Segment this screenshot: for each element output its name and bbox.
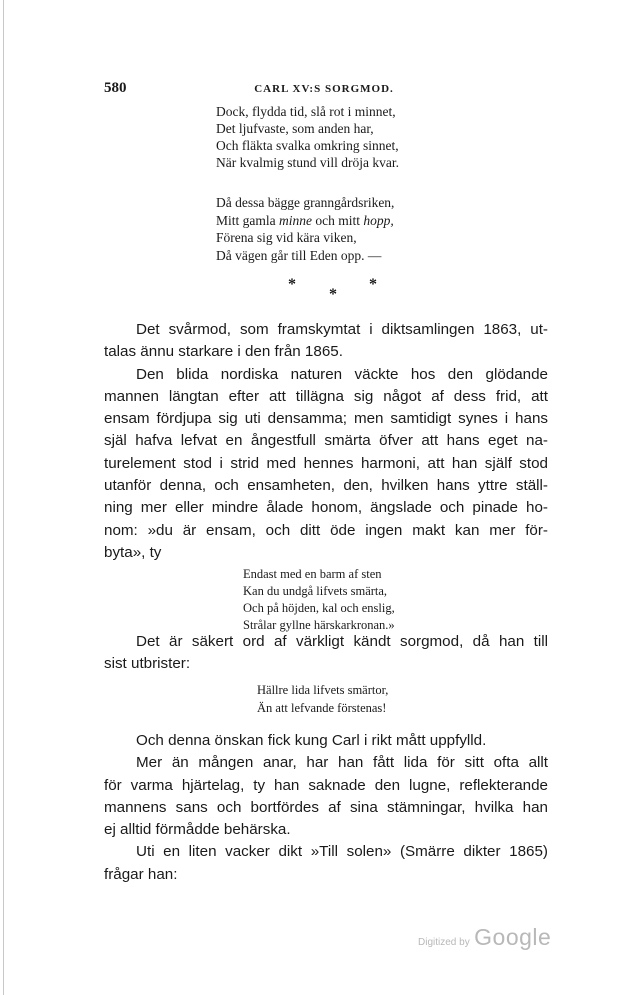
- poem-line: Hällre lida lifvets smärtor,: [257, 683, 389, 697]
- poem-line: Då dessa bägge granngårdsriken,: [216, 195, 395, 210]
- prose-block-2: [104, 631, 548, 676]
- emphasis-minne: minne: [279, 212, 312, 228]
- prose-block-3: [104, 730, 548, 886]
- poem-line: Dock, flydda tid, slå rot i minnet,: [216, 104, 396, 119]
- poem-stanza-1: [216, 103, 399, 171]
- poem-quote-2: [257, 682, 388, 717]
- page-number: 580: [104, 80, 127, 96]
- paragraph-2-line: turelement stod i strid med hennes harmoni, att han själf stod: [104, 454, 548, 472]
- asterisk: *: [329, 286, 337, 303]
- poem-stanza-2: [216, 194, 394, 264]
- paragraph-5-line: mannens sans och bortfördes af sina stämningar, hvilka han: [104, 798, 548, 816]
- poem-line: Än att lefvande förstenas!: [257, 700, 387, 715]
- running-head: CARL XV:S SORGMOD.: [254, 83, 394, 95]
- poem-line: [216, 212, 394, 230]
- poem-line: När kvalmig stund vill dröja kvar.: [216, 155, 399, 170]
- paragraph-2-line: mannen längtan efter att tillägna sig något af dess frid, att: [104, 387, 548, 405]
- asterisk: *: [288, 276, 296, 293]
- section-asterism: [0, 276, 624, 316]
- paragraph-4-line: Och denna önskan fick kung Carl i rikt mått uppfylld.: [136, 732, 487, 749]
- page-edge-rule: [3, 0, 4, 995]
- poem-text: Mitt gamla: [216, 212, 279, 228]
- poem-quote-1: [243, 566, 395, 634]
- google-logo: Google: [474, 924, 552, 950]
- paragraph-1-line: talas ännu starkare i den från 1865.: [104, 343, 343, 361]
- paragraph-5-line: ej alltid förmådde behärska.: [104, 821, 291, 839]
- digitized-watermark: [418, 924, 551, 951]
- paragraph-2-line: ensam fördjupa sig uti densamma; men samtidigt synes i hans: [104, 410, 548, 428]
- paragraph-2-line: Den blida nordiska naturen väckte hos den glödande: [136, 365, 548, 383]
- poem-line: Då vägen går till Eden opp. —: [216, 247, 382, 263]
- paragraph-1-line: Det svårmod, som framskymtat i diktsamlingen 1863, ut-: [136, 321, 548, 338]
- paragraph-6-line: Uti en liten vacker dikt »Till solen» (Smärre dikter 1865): [136, 843, 548, 861]
- poem-line: Förena sig vid kära viken,: [216, 230, 357, 245]
- poem-line: Kan du undgå lifvets smärta,: [243, 584, 388, 598]
- paragraph-2-line: utanför denna, och ensamheten, den, hvilken hans yttre ställ-: [104, 477, 548, 495]
- poem-line: Endast med en barm af sten: [243, 567, 382, 581]
- poem-line: Och på höjden, kal och enslig,: [243, 601, 395, 615]
- paragraph-6-line: frågar han:: [104, 865, 178, 883]
- paragraph-2-line: nom: »du är ensam, och ditt öde ingen makt kan mer för-: [104, 521, 548, 539]
- watermark-prefix: Digitized by: [418, 937, 470, 948]
- poem-line: Strålar gyllne härskarkronan.»: [243, 618, 395, 632]
- asterisk: *: [369, 276, 377, 293]
- poem-text: och mitt: [312, 212, 364, 228]
- poem-line: Det ljufvaste, som anden har,: [216, 121, 374, 136]
- paragraph-2-line: själ hafva lefvat en ångestfull smärta öfver att hans eget na-: [104, 432, 548, 450]
- paragraph-3-line: sist utbrister:: [104, 655, 191, 673]
- paragraph-5-line: för varma hjärtelag, ty han saknade den lugne, reflekterande: [104, 776, 548, 794]
- paragraph-2-line: byta», ty: [104, 543, 162, 561]
- paragraph-5-line: Mer än mången anar, har han fått lida för sitt ofta allt: [136, 754, 548, 772]
- poem-line: Och fläkta svalka omkring sinnet,: [216, 138, 399, 153]
- prose-block-1: [104, 319, 548, 564]
- page-header: [104, 80, 544, 100]
- paragraph-2-line: ning mer eller mindre ålade honom, ängslade och pinade ho-: [104, 499, 548, 517]
- paragraph-3-line: Det är säkert ord af värkligt kändt sorgmod, då han till: [136, 633, 548, 650]
- emphasis-hopp: hopp,: [363, 212, 394, 228]
